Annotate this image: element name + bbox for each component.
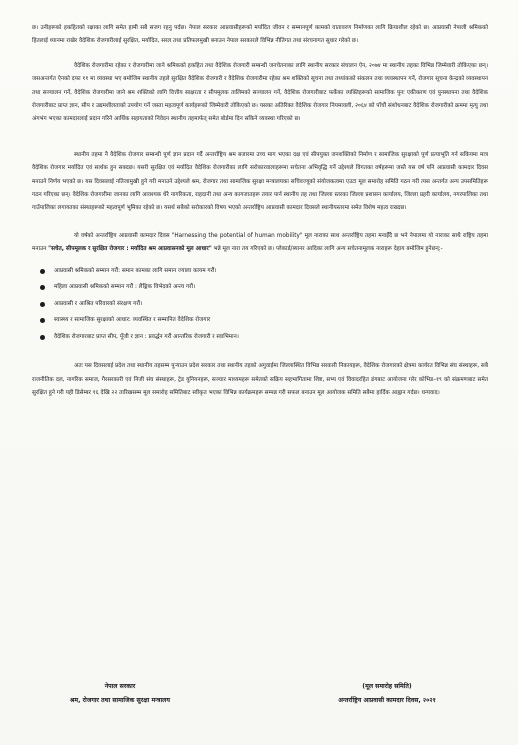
signatory-committee	[282, 680, 492, 708]
signatory-committee-line1: (मूल समारोह समिति)	[362, 683, 412, 690]
slogan-item: आप्रवासी र आश्रित परिवारको संरक्षण गरौं।	[40, 296, 488, 313]
paragraph-slogan	[32, 230, 488, 257]
slogan-tail-text: भन्ने मूल नारा तय गरिएको छ। प्लेकार्ड/ब्यानर आदिका लागि अन्य सचेतनामूलक नाराहरू देहाय बमोजिम हुनेछन्:-	[211, 246, 443, 253]
paragraph-appeal: अतः यस दिवसलाई प्रदेश तथा स्थानीय तहसम्म पुऱ्याउन प्रदेश सरकार तथा स्थानीय तहको अगुवाईमा जिल्लास्थित विभिन्न सरकारी निकायहरू, वैदेशिक रोजगारको क्षेत्रमा कार्यरत विभिन्न संघ संस्थाहरू, सबै राजनीतिक दल, नागरिक समाज, गैरसरकारी एवं निजी संघ संस्थाहरू, ट्रेड युनियनहरू, सञ्चार माध्यमहरू समेतको सक्रिय सहभागितामा शिष्ट, सभ्य एवं विवादरहित ढंगबाट आयोजना गरेर कोभिड–१९ को संक्रमणबाट समेत सुरक्षित हुने गरी यही डिसेम्बर १६ देखि २२ तारिखसम्म मूल समारोह समितिबाट स्वीकृत भएका विभिन्न कार्यक्रमहरू सम्पन्न गरी सफल बनाउन मूल आयोजक समिति सबैमा हार्दिक आह्वान गर्दछ। धन्यवाद।	[32, 363, 488, 396]
signatory-committee-line2: अन्तर्राष्ट्रिय आप्रवासी कामदार दिवस, २०२१	[338, 697, 436, 704]
slogan-item: स्वास्थ्य र सामाजिक सुरक्षाको आधार: व्यवस्थित र सम्मानित वैदेशिक रोजगार	[40, 312, 488, 329]
main-slogan: "सचेत, सीपमूलक र सुरक्षित रोजगार : मर्यादित श्रम आप्रवासनको मूल आधार"	[48, 246, 212, 253]
slogan-item: आप्रवासी श्रमिकको सम्मान गरौं: समान कामका लागि समान ज्याला कायम गरौं।	[40, 263, 488, 280]
paragraph-intro: छ। उनीहरूको हकहितको रक्षाका लागि समेत हामी सबै सजग रहनु पर्दछ। नेपाल सरकार आप्रवासीहरूको मर्यादित जीवन र सम्मानपूर्ण कामको वातावरण निर्माणका लागि क्रियाशील रहेको छ। आप्रवासी नेपाली श्रमिकको हितलाई ध्यानमा राखेर वैदेशिक रोजगारीलाई सुरक्षित, मर्यादित, सरल तथा प्रतिफलमुखी बनाउन नेपाल सरकारले विभिन्न नीतिगत तथा संरचनागत सुधार गरेको छ।	[32, 25, 488, 45]
slogan-lead-text: यो वर्षको अन्तर्राष्ट्रिय आप्रवासी कामदार दिवस "Harnessing the potential of human mobility" मूल नाराका साथ अन्तर्राष्ट्रिय तहमा मनाईँदै छ भने नेपालमा यो नाराका साथै राष्ट्रिय तहमा मनाउन	[32, 232, 488, 253]
paragraph-awareness: स्थानीय तहमा नै वैदेशिक रोजगार सम्बन्धी पूर्ण ज्ञान प्रदान गर्दै अन्तर्राष्ट्रिय श्रम बजारमा उच्च माग भएका दक्ष एवं सीपयुक्त जनशक्तिको निर्माण र सामाजिक सुरक्षाको पूर्ण प्रत्याभूति गर्न सकियमा मात्र वैदेशिक रोजगार मर्यादित एवं सार्थक हुन सक्दछ। यसरी सुरक्षित एवं मर्यादित वैदेशिक रोजगारीका लागि सरोकारवालाहरूमा सचेतना अभिवृद्धि गर्ने उद्देश्यले विगतका वर्षहरूमा जस्तै यस वर्ष पनि आप्रवासी कामदार दिवस मनाउने निर्णय भएको छ। यस दिवसलाई नतिजामुखी हुने गरी मनाउने उद्देश्यले श्रम, रोजगार तथा सामाजिक सुरक्षा मन्त्रालयका सचिवज्यूको संयोजकत्वमा एउटा मूल समारोह समिति गठन गरी त्यस अन्तर्गत अन्य उपसमितिहरू गठन गरिएका छन्। वैदेशिक रोजगारीमा जानका लागि आवश्यक धेरै नागरिकता, राहदानी तथा अन्य कागजातहरू तयार पार्न स्थानीय तह तथा जिल्ला स्तरका जिल्ला प्रशासन कार्यालय, जिल्ला प्रहरी कार्यालय, नगरपालिका तथा गाउँपालिका लगायतका संस्थाहरूको महत्वपूर्ण भूमिका रहेको छ। यसर्थ सबैको सरोकारको विषय भएको अन्तर्राष्ट्रिय आप्रवासी कामदार दिवसले स्थानीयस्तरमा समेत विशेष महत्व राख्दछ।	[32, 151, 488, 212]
signatory-ministry-line2: श्रम, रोजगार तथा सामाजिक सुरक्षा मन्त्रालय	[70, 697, 170, 704]
signatory-ministry-line1: नेपाल सरकार	[104, 683, 136, 690]
slogan-item: महिला आप्रवासी श्रमिकको सम्मान गरौं : लैङ्गिक विभेदको अन्त्य गरौं।	[40, 279, 488, 296]
signatory-ministry	[50, 680, 190, 708]
slogan-item: वैदेशिक रोजगारबाट प्राप्त सीप, पूँजी र ज्ञान : प्रवर्द्धन गरौं आन्तरिक रोजगारी र स्वाभिमान।	[40, 329, 488, 346]
paragraph-local-government-role: वैदेशिक रोजगारीमा रहेका र रोजगारीमा जाने श्रमिकको हकहित तथा वैदेशिक रोजगारी सम्बन्धी जनचेतनाका लागि स्थानीय सरकार संचालन ऐन, २०७४ मा स्थानीय तहका विभिन्न जिम्मेवारी तोकिएका छन्। जसअन्तर्गत ऐनको दफा ११ मा व्यवस्था भए बमोजिम स्थानीय तहले सुरक्षित वैदेशिक रोजगारी र वैदेशिक रोजगारीमा रहेका श्रम शक्तिको सूचना तथा तथ्यांकको संकलन तथा व्यवस्थापन गर्ने, रोजगार सूचना केन्द्रको व्यवस्थापन तथा सञ्चालन गर्ने, वैदेशिक रोजगारीमा जाने श्रम शक्तिको लागि वित्तीय साक्षरता र सीपमूलक तालिमको सञ्चालन गर्ने, वैदेशिक रोजगारीबाट फर्केका व्यक्तिहरूको सामाजिक पुनः एकीकरण एवं पुनस्थापना तथा वैदेशिक रोजगारीबाट प्राप्त ज्ञान, सीप र उद्यमशीलताको उपयोग गर्ने जस्ता महत्वपूर्ण कार्यहरूको जिम्मेवारी तोकिएको छ। यसका अतिरिक्त वैदेशिक रोजगार नियमावली, २०६४ को पाँचौं संशोधनबाट वैदेशिक रोजगारीको क्रममा मृत्यु तथा अंगभंग भएका कामदारलाई प्रदान गरिने आर्थिक सहायताको निवेदन स्थानीय तहमार्फत् समेत बोर्डमा दिन सकिने व्यवस्था गरिएको छ।	[32, 62, 488, 123]
slogan-list	[40, 263, 488, 346]
